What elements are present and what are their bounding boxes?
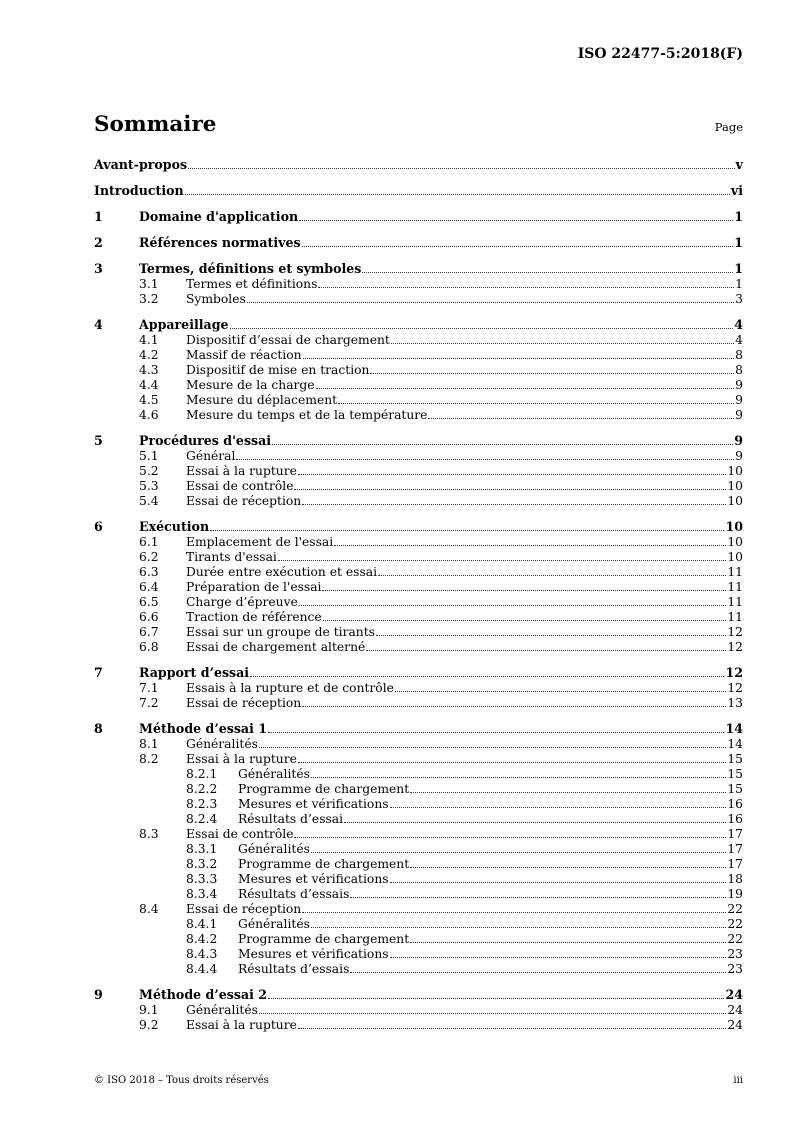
- toc-entry[interactable]: [94, 479, 743, 494]
- toc-entry-number: 8.2: [139, 752, 159, 766]
- toc-entry-page: 15: [727, 782, 743, 796]
- toc-entry-page: v: [735, 157, 743, 172]
- toc-entry-number: 8.4.4: [186, 962, 218, 976]
- dot-leader: [236, 459, 734, 460]
- dot-leader: [299, 605, 727, 606]
- toc-entry-label: Dispositif d’essai de chargement: [186, 333, 390, 347]
- toc-entry-page: 23: [727, 962, 743, 976]
- toc-entry-page: 11: [727, 595, 743, 609]
- toc-entry-label: Domaine d'application: [139, 209, 299, 224]
- toc-entry-number: 5.4: [139, 494, 159, 508]
- toc-entry-number: 9: [94, 987, 103, 1002]
- toc-entry[interactable]: [94, 625, 743, 640]
- toc-entry-number: 8.4.2: [186, 932, 218, 946]
- dot-leader: [390, 807, 727, 808]
- toc-entry-label: Charge d’épreuve: [186, 595, 298, 609]
- toc-entry-page: 10: [725, 519, 743, 534]
- toc-entry-number: 6: [94, 519, 103, 534]
- toc-section: [94, 664, 743, 711]
- toc-section: [94, 316, 743, 423]
- toc-entry-label: Mesures et vérifications: [238, 872, 389, 886]
- toc-entry-page: 9: [734, 433, 743, 448]
- toc-entry[interactable]: [94, 333, 743, 348]
- document-identifier: ISO 22477-5:2018(F): [577, 46, 743, 62]
- toc-entry-page: 14: [727, 737, 743, 751]
- dot-leader: [322, 590, 726, 591]
- toc-entry-number: 5.1: [139, 449, 159, 463]
- toc-entry-number: 8.2.4: [186, 812, 218, 826]
- toc-entry-label: Essai sur un groupe de tirants: [186, 625, 375, 639]
- dot-leader: [250, 676, 724, 677]
- toc-section: [94, 518, 743, 655]
- toc-entry-number: 4.1: [139, 333, 159, 347]
- toc-entry-page: 10: [727, 535, 743, 549]
- toc-entry-page: vi: [730, 183, 743, 198]
- toc-entry-number: 8.2.3: [186, 797, 218, 811]
- toc-entry-page: 9: [735, 378, 743, 392]
- dot-leader: [350, 897, 726, 898]
- dot-leader: [410, 942, 726, 943]
- toc-entry-page: 10: [727, 550, 743, 564]
- toc-entry-page: 24: [725, 987, 743, 1002]
- toc-entry[interactable]: [94, 580, 743, 595]
- toc-entry-label: Tirants d'essai: [186, 550, 277, 564]
- toc-section: [94, 720, 743, 977]
- toc-entry[interactable]: [94, 681, 743, 696]
- toc-section: [94, 260, 743, 307]
- toc-entry[interactable]: [94, 610, 743, 625]
- toc-entry-page: 22: [727, 902, 743, 916]
- toc-entry-label: Termes, définitions et symboles: [139, 261, 362, 276]
- toc-entry-page: 16: [727, 812, 743, 826]
- toc-entry[interactable]: [94, 494, 743, 509]
- toc-entry[interactable]: [94, 752, 743, 767]
- dot-leader: [391, 343, 734, 344]
- toc-entry[interactable]: [94, 156, 743, 173]
- toc-entry[interactable]: [94, 432, 743, 449]
- toc-entry[interactable]: [94, 797, 743, 812]
- toc-entry[interactable]: [94, 1003, 743, 1018]
- toc-entry-number: 8.1: [139, 737, 159, 751]
- dot-leader: [350, 972, 726, 973]
- toc-entry[interactable]: [94, 182, 743, 199]
- toc-entry[interactable]: [94, 737, 743, 752]
- toc-entry-label: Essai de contrôle: [186, 827, 294, 841]
- toc-entry-page: 12: [725, 665, 743, 680]
- toc-entry-page: 1: [734, 261, 743, 276]
- dot-leader: [362, 272, 733, 273]
- toc-entry-page: 11: [727, 610, 743, 624]
- dot-leader: [303, 358, 735, 359]
- toc-entry[interactable]: [94, 234, 743, 251]
- toc-entry[interactable]: [94, 986, 743, 1003]
- toc-entry-number: 8.4: [139, 902, 159, 916]
- toc-entry-page: 15: [727, 752, 743, 766]
- toc-entry-label: Méthode d’essai 2: [139, 987, 268, 1002]
- toc-entry-page: 1: [734, 209, 743, 224]
- toc-entry[interactable]: [94, 535, 743, 550]
- dot-leader: [294, 837, 726, 838]
- toc-entry-label: Dispositif de mise en traction: [186, 363, 370, 377]
- copyright-notice: © ISO 2018 – Tous droits réservés: [94, 1075, 269, 1086]
- toc-entry-label: Essais à la rupture et de contrôle: [186, 681, 394, 695]
- page-title: Sommaire: [94, 112, 217, 137]
- toc-entry-label: Généralités: [186, 1003, 258, 1017]
- dot-leader: [428, 418, 734, 419]
- toc-entry-label: Programme de chargement: [238, 782, 410, 796]
- toc-entry[interactable]: [94, 348, 743, 363]
- toc-entry[interactable]: [94, 393, 743, 408]
- toc-entry-number: 6.2: [139, 550, 159, 564]
- toc-entry-label: Symboles: [186, 292, 246, 306]
- toc-entry-page: 22: [727, 932, 743, 946]
- toc-section: [94, 208, 743, 225]
- dot-leader: [410, 867, 726, 868]
- toc-entry-number: 4.3: [139, 363, 159, 377]
- toc-entry-page: 12: [727, 681, 743, 695]
- toc-entry-page: 23: [727, 947, 743, 961]
- dot-leader: [323, 620, 727, 621]
- toc-entry-page: 9: [735, 393, 743, 407]
- toc-entry-label: Procédures d'essai: [139, 433, 272, 448]
- toc-entry-label: Essai de contrôle: [186, 479, 294, 493]
- toc-entry-label: Traction de référence: [186, 610, 322, 624]
- dot-leader: [366, 650, 726, 651]
- toc-entry-number: 3.1: [139, 277, 159, 291]
- toc-entry-label: Rapport d’essai: [139, 665, 250, 680]
- toc-entry[interactable]: [94, 872, 743, 887]
- dot-leader: [298, 474, 726, 475]
- dot-leader: [311, 927, 726, 928]
- toc-entry-label: Exécution: [139, 519, 210, 534]
- toc-entry-number: 7: [94, 665, 103, 680]
- dot-leader: [338, 403, 734, 404]
- toc-entry-number: 4.6: [139, 408, 159, 422]
- toc-entry[interactable]: [94, 827, 743, 842]
- toc-entry-number: 9.2: [139, 1018, 159, 1032]
- toc-entry-label: Essai de réception: [186, 696, 302, 710]
- toc-entry[interactable]: [94, 378, 743, 393]
- toc-entry[interactable]: [94, 316, 743, 333]
- dot-leader: [390, 957, 727, 958]
- toc-entry[interactable]: [94, 664, 743, 681]
- toc-entry[interactable]: [94, 767, 743, 782]
- toc-entry[interactable]: [94, 917, 743, 932]
- toc-entry[interactable]: [94, 565, 743, 580]
- toc-entry[interactable]: [94, 292, 743, 307]
- toc-entry-label: Programme de chargement: [238, 857, 410, 871]
- toc-entry-number: 8.4.3: [186, 947, 218, 961]
- dot-leader: [230, 328, 734, 329]
- toc-entry-page: 15: [727, 767, 743, 781]
- table-of-contents: [94, 156, 743, 1033]
- dot-leader: [334, 545, 726, 546]
- toc-section: [94, 986, 743, 1033]
- toc-entry-label: Mesures et vérifications: [238, 947, 389, 961]
- toc-entry[interactable]: [94, 947, 743, 962]
- toc-entry-number: 8.3.4: [186, 887, 218, 901]
- toc-entry[interactable]: [94, 595, 743, 610]
- toc-entry-page: 22: [727, 917, 743, 931]
- toc-section: [94, 432, 743, 509]
- toc-entry-page: 17: [727, 857, 743, 871]
- dot-leader: [302, 246, 734, 247]
- toc-entry-label: Termes et définitions: [186, 277, 318, 291]
- toc-entry-number: 3.2: [139, 292, 159, 306]
- toc-entry-label: Généralités: [238, 917, 310, 931]
- toc-entry-number: 8.3.1: [186, 842, 218, 856]
- dot-leader: [302, 706, 726, 707]
- toc-entry-label: Introduction: [94, 183, 184, 198]
- toc-entry[interactable]: [94, 1018, 743, 1033]
- toc-entry-page: 8: [735, 363, 743, 377]
- toc-entry-label: Essai de réception: [186, 494, 302, 508]
- toc-entry-number: 6.6: [139, 610, 159, 624]
- toc-entry-label: Programme de chargement: [238, 932, 410, 946]
- dot-leader: [316, 388, 735, 389]
- toc-entry-page: 13: [727, 696, 743, 710]
- dot-leader: [344, 822, 726, 823]
- toc-entry-number: 8.2.2: [186, 782, 218, 796]
- toc-entry-number: 4: [94, 317, 103, 332]
- toc-entry-page: 18: [727, 872, 743, 886]
- toc-entry-label: Résultats d’essais: [238, 887, 350, 901]
- toc-entry-number: 6.3: [139, 565, 159, 579]
- toc-entry-number: 4.5: [139, 393, 159, 407]
- toc-entry-page: 16: [727, 797, 743, 811]
- toc-entry-label: Mesures et vérifications: [238, 797, 389, 811]
- dot-leader: [272, 444, 733, 445]
- toc-entry-page: 10: [727, 494, 743, 508]
- toc-section: [94, 182, 743, 199]
- dot-leader: [298, 762, 726, 763]
- toc-entry-page: 24: [727, 1003, 743, 1017]
- toc-entry[interactable]: [94, 260, 743, 277]
- toc-entry-number: 5.2: [139, 464, 159, 478]
- dot-leader: [378, 575, 726, 576]
- toc-entry-label: Références normatives: [139, 235, 301, 250]
- toc-entry-label: Méthode d’essai 1: [139, 721, 268, 736]
- toc-entry-page: 11: [727, 580, 743, 594]
- toc-entry-number: 8.3.2: [186, 857, 218, 871]
- dot-leader: [390, 882, 727, 883]
- toc-entry-page: 1: [735, 277, 743, 291]
- toc-entry-label: Massif de réaction: [186, 348, 302, 362]
- toc-entry-number: 6.5: [139, 595, 159, 609]
- toc-entry[interactable]: [94, 857, 743, 872]
- toc-entry[interactable]: [94, 277, 743, 292]
- toc-entry[interactable]: [94, 932, 743, 947]
- toc-entry-page: 4: [735, 333, 743, 347]
- dot-leader: [298, 1028, 726, 1029]
- dot-leader: [311, 852, 726, 853]
- toc-entry-label: Essai à la rupture: [186, 752, 297, 766]
- toc-entry-label: Mesure de la charge: [186, 378, 315, 392]
- toc-entry[interactable]: [94, 640, 743, 655]
- toc-entry-number: 7.2: [139, 696, 159, 710]
- toc-entry-label: Emplacement de l'essai: [186, 535, 334, 549]
- toc-entry-label: Résultats d’essais: [238, 962, 350, 976]
- toc-entry-number: 8.4.1: [186, 917, 218, 931]
- toc-entry[interactable]: [94, 782, 743, 797]
- dot-leader: [268, 998, 724, 999]
- toc-entry-number: 1: [94, 209, 103, 224]
- toc-entry-page: 9: [735, 408, 743, 422]
- dot-leader: [299, 220, 733, 221]
- toc-entry-page: 12: [727, 625, 743, 639]
- toc-entry-page: 19: [727, 887, 743, 901]
- toc-entry-number: 8.3.3: [186, 872, 218, 886]
- toc-entry-label: Durée entre exécution et essai: [186, 565, 378, 579]
- toc-entry[interactable]: [94, 720, 743, 737]
- toc-entry-label: Essai à la rupture: [186, 464, 297, 478]
- toc-entry-page: 12: [727, 640, 743, 654]
- toc-entry[interactable]: [94, 449, 743, 464]
- toc-entry-number: 5.3: [139, 479, 159, 493]
- dot-leader: [376, 635, 726, 636]
- toc-entry[interactable]: [94, 887, 743, 902]
- toc-entry-page: 3: [735, 292, 743, 306]
- toc-entry-number: 4.2: [139, 348, 159, 362]
- toc-entry[interactable]: [94, 812, 743, 827]
- toc-entry-label: Préparation de l'essai: [186, 580, 322, 594]
- toc-entry-label: Généralités: [238, 842, 310, 856]
- toc-entry-page: 17: [727, 827, 743, 841]
- toc-entry-label: Avant-propos: [94, 157, 188, 172]
- toc-entry[interactable]: [94, 902, 743, 917]
- toc-entry-label: Essai à la rupture: [186, 1018, 297, 1032]
- page-column-label: Page: [714, 120, 743, 134]
- toc-entry[interactable]: [94, 464, 743, 479]
- toc-entry-label: Mesure du temps et de la température: [186, 408, 428, 422]
- toc-entry-number: 8.3: [139, 827, 159, 841]
- toc-entry-number: 2: [94, 235, 103, 250]
- toc-entry-page: 17: [727, 842, 743, 856]
- dot-leader: [259, 747, 726, 748]
- toc-entry-page: 10: [727, 479, 743, 493]
- dot-leader: [185, 194, 730, 195]
- toc-entry-label: Général: [186, 449, 236, 463]
- toc-entry-page: 1: [734, 235, 743, 250]
- toc-entry-number: 6.1: [139, 535, 159, 549]
- toc-entry[interactable]: [94, 842, 743, 857]
- toc-entry[interactable]: [94, 363, 743, 378]
- toc-entry[interactable]: [94, 962, 743, 977]
- toc-entry-label: Résultats d’essai: [238, 812, 344, 826]
- toc-entry-label: Appareillage: [139, 317, 229, 332]
- dot-leader: [210, 530, 724, 531]
- toc-entry-page: 9: [735, 449, 743, 463]
- page-number: iii: [733, 1075, 743, 1086]
- toc-section: [94, 156, 743, 173]
- dot-leader: [318, 287, 734, 288]
- toc-entry-page: 10: [727, 464, 743, 478]
- dot-leader: [259, 1013, 726, 1014]
- toc-entry-number: 6.4: [139, 580, 159, 594]
- toc-entry-page: 4: [734, 317, 743, 332]
- toc-entry-page: 14: [725, 721, 743, 736]
- toc-entry[interactable]: [94, 208, 743, 225]
- dot-leader: [410, 792, 726, 793]
- toc-entry-number: 4.4: [139, 378, 159, 392]
- dot-leader: [370, 373, 734, 374]
- toc-entry-number: 7.1: [139, 681, 159, 695]
- toc-entry-label: Mesure du déplacement: [186, 393, 338, 407]
- toc-entry-number: 5: [94, 433, 103, 448]
- toc-entry[interactable]: [94, 408, 743, 423]
- toc-entry-number: 6.7: [139, 625, 159, 639]
- dot-leader: [188, 168, 735, 169]
- toc-entry[interactable]: [94, 550, 743, 565]
- toc-entry-number: 3: [94, 261, 103, 276]
- dot-leader: [302, 504, 726, 505]
- toc-entry-label: Essai de réception: [186, 902, 302, 916]
- toc-entry-number: 8: [94, 721, 103, 736]
- toc-entry-page: 11: [727, 565, 743, 579]
- toc-entry[interactable]: [94, 518, 743, 535]
- dot-leader: [247, 302, 734, 303]
- toc-entry-label: Généralités: [238, 767, 310, 781]
- dot-leader: [278, 560, 727, 561]
- dot-leader: [302, 912, 726, 913]
- toc-entry-page: 24: [727, 1018, 743, 1032]
- toc-entry-number: 8.2.1: [186, 767, 218, 781]
- toc-entry-number: 9.1: [139, 1003, 159, 1017]
- toc-entry-page: 8: [735, 348, 743, 362]
- toc-entry-label: Essai de chargement alterné: [186, 640, 366, 654]
- toc-entry-label: Généralités: [186, 737, 258, 751]
- toc-entry-number: 6.8: [139, 640, 159, 654]
- toc-section: [94, 234, 743, 251]
- dot-leader: [395, 691, 726, 692]
- dot-leader: [268, 732, 724, 733]
- toc-entry[interactable]: [94, 696, 743, 711]
- dot-leader: [294, 489, 726, 490]
- dot-leader: [311, 777, 726, 778]
